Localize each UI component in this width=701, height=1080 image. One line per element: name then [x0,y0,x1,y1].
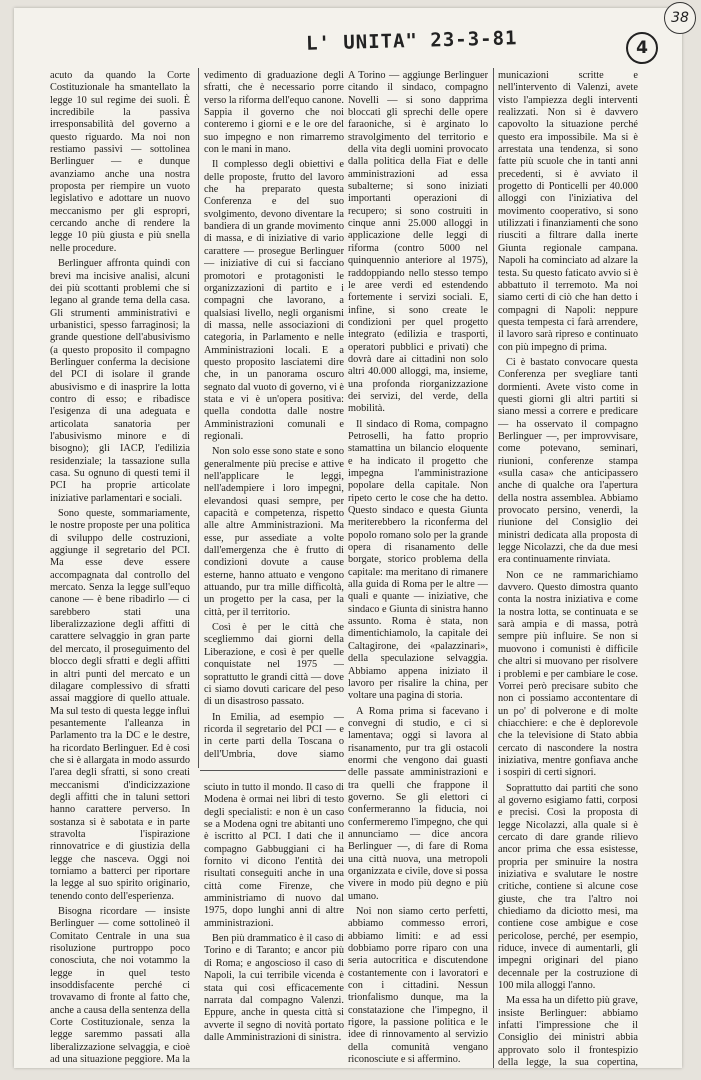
paragraph: Bisogna ricordare — insiste Berlinguer — come sottolineò il Comitato Centrale in una sua risoluzione purtroppo poco conosciuta, che noi votammo la legge in quel testo insoddisfacente perché ci trovavamo di fronte al fatto che, anche a causa della sentenza della Corte Costituzionale, senza la legge saremmo passati alla liberalizzazione selvaggia, e cioè ad una situazione peggiore. Ma la [50,906,190,1066]
newspaper-clipping-sheet [14,8,682,1068]
article-column-3 [348,70,488,1068]
cut-line [198,68,199,768]
paragraph: A Roma prima si facevano i convegni di studio, e ci si lamentava; oggi si lavora al risanamento, pur tra gli ostacoli enormi che vengono dai guasti delle passate amministrazioni e tra quelli che frappone il governo. Se gli elettori ci confermeranno la fiducia, noi confermeremo l'impegno, che qui annunciamo — dice ancora Berlinguer —, di fare di Roma una città nuova, una metropoli organizzata e civile, dove si possa vivere in modo più degno e più umano. [348,705,488,902]
paragraph: Berlinguer affronta quindi con brevi ma incisive analisi, alcuni dei più scottanti problemi che si legano al grande tema della casa. Gli strumenti amministrativi e urbanistici, spesso farraginosi; la grande questione dell'abusivismo (a questo proposito il compagno Berlinguer conferma la decisione del PCI di isolare il grande abusivismo e di inasprire la lotta contro di esso; e ribadisce l'esigenza di una adeguata e articolata sanatoria per l'abusivismo minore e di bisogno); gli IACP, l'edilizia residenziale; la tassazione sulla casa. Su ognuno di questi temi il PCI ha proprie articolate iniziative parlamentari e sociali. [50,258,190,504]
article-column-1 [50,70,190,1068]
paragraph: Il complesso degli obiettivi e delle proposte, frutto del lavoro che ha preparato questa Conferenza e del suo svolgimento, devono diventare la bandiera di un grande movimento di massa, e di iniziative di vario carattere — prosegue Berlinguer — iniziative di cui si facciano promotori e protagonisti le organizzazioni di partito e i compagni che lavorano, a qualsiasi livello, negli organismi di massa, nelle associazioni di categoria, in Parlamento e nelle Amministrazioni locali. E a questo proposito lasciatemi dire che, in un panorama oscuro segnato dal vuoto di governo, vi è stata e vi è un'opera positiva: quella condotta dalle nostre Amministrazioni comunali e regionali. [204,159,344,442]
cut-line [493,68,494,1068]
page-number-mark: 38 [664,2,696,34]
cut-line [200,770,346,771]
paragraph: A Torino — aggiunge Berlinguer citando il sindaco, compagno Novelli — si sono dapprima bloccati gli sprechi delle opere faraoniche, si è arginato lo stravolgimento del territorio e della vita degli uomini provocato dalla politica della Fiat e delle amministrazioni ad essa subalterne; si sono iniziati importanti operazioni di recupero; si sono costruiti in cinque anni 25.000 alloggi in applicazione delle leggi di riforma (contro 5000 nel quinquennio anteriore al 1975), raddoppiando nello stesso tempo le aree verdi ed estendendo fortemente i servizi sociali. E, infine, si sono create le condizioni per quel progetto integrato (edilizia e trasporti, operatori pubblici e privati) che dovrà dare ai cittadini non solo altri 40.000 alloggi, ma, insieme, una profonda riorganizzazione dei servizi, del verde, della mobilità. [348,70,488,415]
paragraph: Così è per le città che scegliemmo dai giorni della Liberazione, e così è per quelle conquistate nel 1975 — soprattutto le grandi città — dove ci siamo dovuti caricare del peso di un disastroso passato. [204,622,344,708]
article-column-4 [498,70,638,1068]
paragraph: Sono queste, sommariamente, le nostre proposte per una politica di sviluppo delle costruzioni, aggiunge il segretario del PCI. Ma esse deve essere accompagnata dal controllo del mercato. Senza la legge sull'equo canone — è bene ribadirlo — ci sarebbero stati una liberalizzazione degli affitti di carattere selvaggio in gran parte del mercato, il proseguimento del blocco degli sfratti e degli affitti in altri punti del mercato e un dilagare complessivo di sfratti assai maggiore di quello attuale. Ma sul testo di questa legge influì pesantemente l'alleanza in Parlamento tra la DC e le destre, ha ricordato Berlinguer. Ed è così che si è allargata in modo assurdo l'area degli sfratti, si sono creati meccanismi d'indicizzazione degli affitti che in taluni settori hanno carattere perverso. In sostanza si è sabotata e in parte stravolta l'ispirazione rinnovatrice e di giustizia della legge che nasceva. Oggi noi torniamo a batterci per riportare la legge al suo spirito originario, tenendo conto dell'esperienza. [50,508,190,902]
paragraph: Il sindaco di Roma, compagno Petroselli, ha fatto proprio stamattina un bilancio eloquente e ha indicato il progetto che impegna l'amministrazione popolare della capitale. Non ripeto certo le cose che ha detto. Questo sindaco e questa Giunta meriterebbero la riconferma del popolo romano solo per la grande opera di risanamento delle borgate, storico problema della capitale: ma meritano di rimanere alla guida di Roma per le altre — quali e quante — iniziative, che sindaco e Giunta di sinistra hanno assunto. Roma è stata, non dimentichiamolo, la capitale dei Caltagirone, dei «palazzinari», della speculazione selvaggia. Abbiamo appena iniziato il lavoro per risalire la china, per voltare una pagina di storia. [348,418,488,702]
paragraph: vedimento di graduazione degli sfratti, che è necessario porre verso la riforma dell'equo canone. Sappia il governo che noi conteremo i giorni e e le ore del suo impegno e non rimarremo con le mani in mano. [204,70,344,156]
paragraph: Soprattutto dai partiti che sono al governo esigiamo fatti, corposi e precisi. Così la proposta di legge Nicolazzi, alla quale si è cercato di dare grande rilievo ancor prima che essa esistesse, propria per sminuire la nostra iniziativa e svalutare le nostre critiche, contiene sì alcune cose giuste, che tra l'altro noi chiediamo da diciotto mesi, ma contiene cose ambigue e cose pericolose, perché, per esempio, riduce, invece di aumentarli, gli impegni originari del piano decennale per la costruzione di 100 mila alloggi l'anno. [498,782,638,992]
paragraph: municazioni scritte e nell'intervento di Valenzi, avete visto l'ampiezza degli interventi realizzati. Non si è davvero capovolto la situazione perché questo era impossibile. Ma si è arrestata una tendenza, si sono fatte più scuole che in tanti anni precedenti, si è avviato il progetto di Ponticelli per 40.000 alloggi con l'iniziativa del movimento cooperativo, si sono utilizzati i finanziamenti che sono riusciti a filtrare dalla inerte Giunta regionale campana. Napoli ha cominciato ad alzare la testa. Su questo faticato avvio si è abbattuto il terremoto. Ma noi siamo certi di ciò che han detto i compagni di Napoli: neppure questa tempesta ci farà arrendere, il lavoro sarà ripreso e continuato con più impegno di prima. [498,70,638,353]
article-column-2 [204,70,344,758]
paragraph: Non ce ne rammarichiamo davvero. Questo dimostra quanto conta la nostra iniziativa e come la nostra lotta, se continuata e se sarà ampia e di massa, potrà sempre più influire. Se non si muovono i comunisti è difficile che altri si muovano per risolvere i problemi e per cambiare le cose. Vorrei però precisare subito che non ci possiamo accontentare di un po' di polverone e di molte chiacchiere: e che è deplorevole che la televisione di Stato abbia cercato di nascondere la nostra iniziativa, mentre gonfiava anche i sospiri di certi signori. [498,569,638,779]
handwritten-title: L' UNITA" 23-3-81 [305,27,518,55]
paragraph: Ben più drammatico è il caso di Torino e di Taranto; e ancor più di Roma; e angoscioso il caso di Napoli, la cui terribile vicenda è stata qui così efficacemente narrata dal compagno Valenzi. Eppure, anche in questa città si avverte il segno di novità portato dalle Amministrazioni di sinistra. [204,933,344,1043]
paragraph: Ci è bastato convocare questa Conferenza per svegliare tanti dormienti. Avete visto come in questi giorni gli altri partiti si siano messi a correre e predicare — ha osservato il compagno Berlinguer —, per improvvisare, come potevano, seminari, riunioni, conferenze stampa «sulla casa» che anticipassero anche di qualche ora l'apertura della nostra assemblea. Abbiamo provocato persino, venerdì, la riunione del Consiglio dei ministri dedicata alla proposta di legge Nicolazzi, che da due mesi era continuamente rinviata. [498,356,638,566]
paragraph: Noi non siamo certo perfetti, abbiamo commesso errori, abbiamo limiti: e ad essi dobbiamo porre riparo con una seria autocritica e discutendone costantemente con i lavoratori e con i cittadini. Nessun trionfalismo dunque, ma la constatazione che l'impegno, il rigore, la passione politica e le idee di rinnovamento al servizio della comunità vengano riconosciute e si affermino. [348,906,488,1066]
paragraph: In Emilia, ad esempio — ricorda il segretario del PCI — e in certe parti della Toscana o dell'Umbria, dove siamo [204,711,344,758]
paragraph: sciuto in tutto il mondo. Il caso di Modena è ormai nei libri di testo degli specialisti: e non è un caso se a Modena ogni tre abitanti uno è iscritto al PCI. I dati che il compagno Gabbuggiani ci ha fornito vi dicono l'entità dei risultati conseguiti anche in una città come Firenze, che amministriamo di nuovo dal 1975, dopo lunghi anni di altre amministrazioni. [204,782,344,929]
paragraph: Non solo esse sono state e sono generalmente più precise e attive nell'applicare le leggi, nell'adempiere i loro impegni, elevandosi quasi sempre, per capacità e competenza, rispetto alle altre Amministrazioni. Ma esse, pur assediate a volte dall'emergenza che è frutto di condizioni dovute a cause esterne, hanno attuato e vengono attuando, pur tra mille difficoltà, un progetto per la casa, per la città, per il territorio. [204,446,344,618]
paragraph: acuto da quando la Corte Costituzionale ha smantellato la legge 10 sul regime dei suoli. È incredibile la passiva irresponsabilità del governo a questo riguardo. Ma noi non restiamo passivi — sottolinea Berlinguer — e dunque avanziamo anche una nostra proposta per riempire un vuoto legislativo e adottare un nuovo meccanismo per gli espropri, cercando anche di rendere la legge 10 più giusta e più snella nelle procedure. [50,70,190,254]
article-column-5 [204,782,344,1068]
circled-number: 4 [626,32,658,64]
paragraph: Ma essa ha un difetto più grave, insiste Berlinguer: abbiamo infatti l'impressione che il Consiglio dei ministri abbia approvato solo il frontespizio della legge, la sua copertina, [498,995,638,1068]
